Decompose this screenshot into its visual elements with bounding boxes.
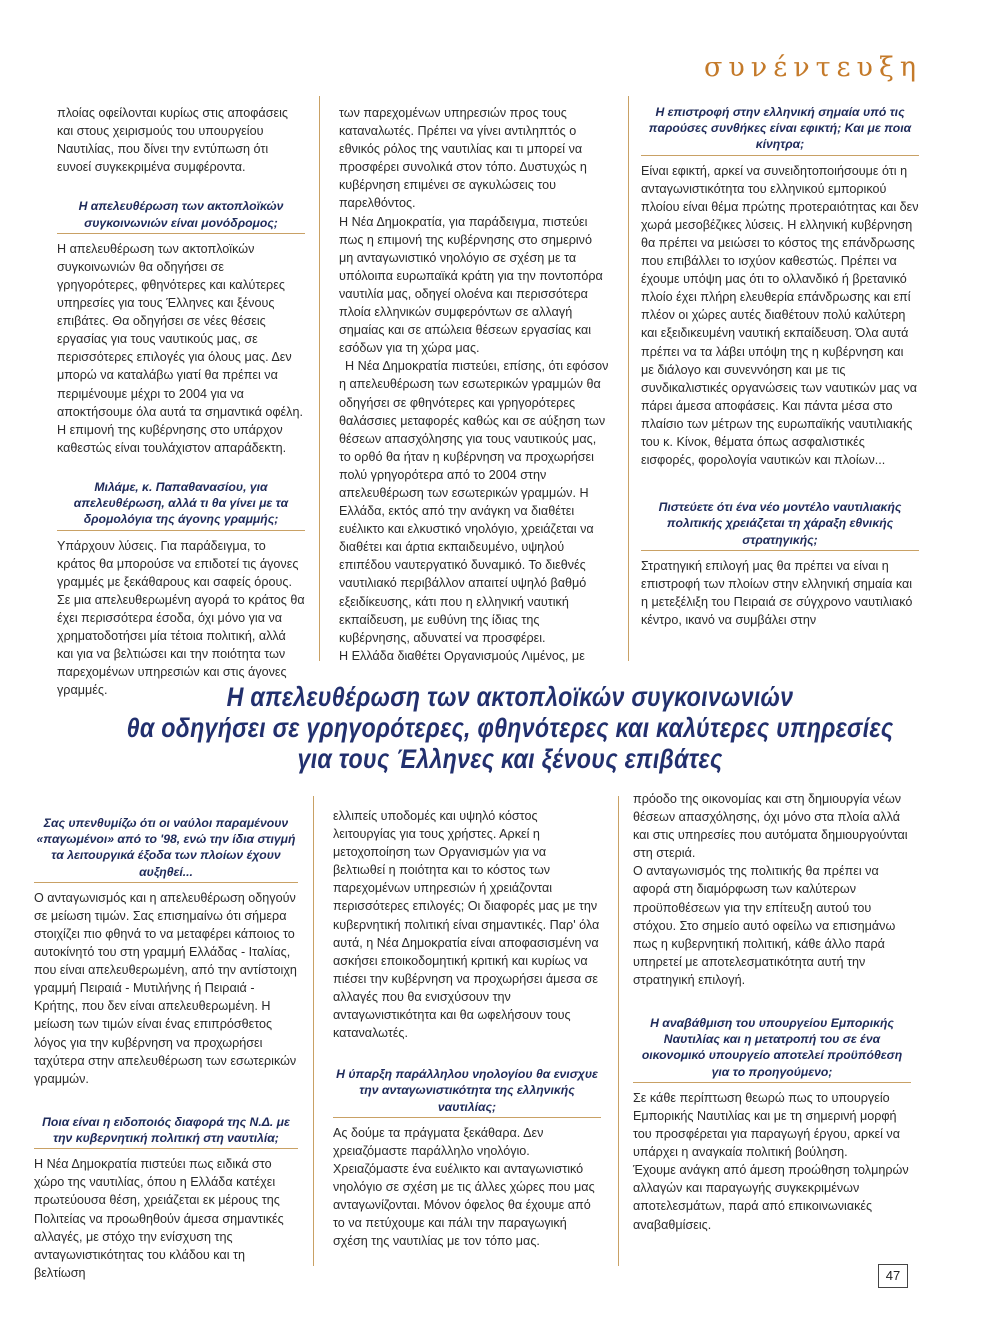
bottom-column-3: [633, 790, 911, 1234]
paragraph: Στρατηγική επιλογή μας θα πρέπει να είναι η επιστροφή των πλοίων στην ελληνική σημαία και η μετεξέλιξη του Πειραιά σε σύγχρονο ναυτιλιακό κέντρο, ικανό να συμβάλει στην: [641, 558, 913, 628]
headline-line: θα οδηγήσει σε γρηγορότερες, φθηνότερες και καλύτερες υπηρεσίες: [126, 713, 894, 743]
question: Ποια είναι η ειδοποιός διαφορά της Ν.Δ. με την κυβερνητική πολιτική στη ναυτιλία;: [42, 1114, 290, 1146]
question: Η επιστροφή στην ελληνική σημαία υπό τις παρούσες συνθήκες είναι εφικτή; Και με ποια κίνητρα;: [648, 105, 912, 152]
divider: [34, 1148, 298, 1149]
paragraph: ελλιπείς υποδομές και υψηλό κόστος λειτουργίας για τους χρήστες. Αρκεί η μετοχοποίηση των Οργανισμών για να βελτιωθεί η ποιότητα και το κόστος των παρεχομένων υπηρεσιών ή χρειάζονται περισσότερες επιλογές; Οι διαφορές μας με την κυβερνητική πολιτική είναι σημαντικές. Παρ' όλα αυτά, η Νέα Δημοκρατία είναι αποφασισμένη να ασκήσει εποικοδομητική κριτική και κυρίως να πιέσει την κυβέρνηση να προχωρήσει άμεσα σε αλλαγές που θα ενισχύσουν την ανταγωνιστικότητα και θα ωφελήσουν τους καταναλωτές.: [333, 809, 600, 1041]
paragraph: πλοίας οφείλονται κυρίως στις αποφάσεις και στους χειρισμούς του υπουργείου Ναυτιλίας, που δίνει την εντύπωση ότι ευνοεί συγκεκριμένα συμφέροντα.: [57, 106, 288, 175]
paragraph: Η απελευθέρωση των ακτοπλοϊκών συγκοινωνιών θα οδηγήσει σε γρηγορότερες, φθηνότερες και καλύτερες υπηρεσίες για τους Έλληνες και ξένους επιβάτες. Θα οδηγήσει σε νέες θέσεις εργασίας για τους ναυτικούς μας, σε περισσότερες επιλογές για όλους μας. Δεν μπορώ να καταλάβω γιατί θα πρέπει να περιμένουμε μέχρι το 2004 για να αποκτήσουμε όλα αυτά τα σημαντικά οφέλη. Η επιμονή της κυβέρνησης στο υπάρχον καθεστώς είναι τουλάχιστον απαράδεκτη.: [57, 241, 303, 455]
headline-line: Η απελευθέρωση των ακτοπλοϊκών συγκοινωνιών: [226, 682, 794, 712]
top-column-2: [339, 104, 609, 665]
paragraph: Ας δούμε τα πράγματα ξεκάθαρα. Δεν χρειαζόμαστε παράλληλο νηολόγιο. Χρειαζόμαστε ένα ευέλικτο και ανταγωνιστικό νηολόγιο σε σχέση με τις άλλες χώρες που μας ανταγωνίζονται. Μόνον όφελος θα έχουμε από το να πετύχουμε και πάλι την παραγωγική σχέση της ναυτιλίας με τον τόπο μας.: [333, 1125, 595, 1249]
bottom-column-1: [34, 815, 298, 1282]
pull-quote-headline: [40, 682, 980, 775]
column-divider: [628, 96, 629, 661]
question: Σας υπενθυμίζω ότι οι ναύλοι παραμένουν «παγωμένοι» από το '98, ενώ την ίδια στιγμή τα λειτουργικά έξοδα των πλοίων έχουν αυξηθεί...: [36, 816, 296, 879]
paragraph: Η Νέα Δημοκρατία, για παράδειγμα, πιστεύει πως η επιμονή της κυβέρνησης στο σημερινό μη ανταγωνιστικό νηολόγιο σε σχέση με τα υπόλοιπα ευρωπαϊκά κράτη για την ποντοπόρα ναυτιλία μας, οδηγεί ολοένα και περισσότερα πλοία ελληνικών συμφερόντων σε αλλαγή σημαίας και σε απώλεια θέσεων εργασίας και εσόδων για τη χώρα μας.: [339, 214, 603, 356]
paragraph: Η Νέα Δημοκρατία πιστεύει, επίσης, ότι εφόσον η απελευθέρωση των εσωτερικών γραμμών θα οδηγήσει σε φθηνότερες και γρηγορότερες θαλάσσιες μεταφορές καθώς και σε αύξηση των θέσεων απασχόλησης για τους ναυτικούς μας, το ορθό θα ήταν η κυβέρνηση να προχωρήσει πολύ γρηγορότερα από το 2004 στην απελευθέρωση των εσωτερικών γραμμών. Η Ελλάδα, εκτός από την ανάγκη να διαθέτει ευέλικτο και ελκυστικό νηολόγιο, χρειάζεται να διαθέτει και άρτια εκπαιδευμένο, υψηλού επιπέδου ναυτεργατικό δυναμικό. Το διεθνές ναυτιλιακό περιβάλλον απαιτεί υψηλό βαθμό εξειδίκευσης, κάτι που η ελληνική ναυτική εκπαίδευση, με ευθύνη της ίδιας της κυβέρνησης, αδυνατεί να προσφέρει.: [339, 359, 609, 645]
divider: [57, 530, 305, 531]
divider: [641, 155, 919, 156]
question: Πιστεύετε ότι ένα νέο μοντέλο ναυτιλιακής πολιτικής χρειάζεται τη χάραξη εθνικής στρατηγικής;: [658, 500, 902, 547]
column-divider: [319, 96, 320, 661]
divider: [34, 882, 298, 883]
paragraph: Ο ανταγωνισμός και η απελευθέρωση οδηγούν σε μείωση τιμών. Σας επισημαίνω ότι σήμερα στοιχίζει πιο φθηνά το να μεταφέρει κάποιος το αυτοκίνητό του στη γραμμή Ελλάδας - Ιταλίας, που είναι απελευθερωμένη, από την αντίστοιχη γραμμή Πειραιά - Μυτιλήνης ή Πειραιά - Κρήτης, που δεν είναι απελευθερωμένη. Η μείωση των τιμών είναι ένας επιπρόσθετος λόγος για την κυβέρνηση να προχωρήσει ταχύτερα στην απελευθέρωση των εσωτερικών γραμμών.: [34, 890, 297, 1086]
paragraph: των παρεχομένων υπηρεσιών προς τους καταναλωτές. Πρέπει να γίνει αντιληπτός ο εθνικός ρόλος της ναυτιλίας και τι μπορεί να προσφέρει συνολικά στον τόπο. Δυστυχώς η κυβέρνηση επιμένει σε αγκυλώσεις του παρελθόντος.: [339, 106, 587, 211]
paragraph: Έχουμε ανάγκη από άμεση προώθηση τολμηρών αλλαγών και παραγωγής συγκεκριμένων αποτελεσμάτων, παρά από επικοινωνιακές αναβαθμίσεις.: [633, 1163, 909, 1232]
question: Η ύπαρξη παράλληλου νηολογίου θα ενισχυε την ανταγωνιστικότητα της ελληνικής ναυτιλίας;: [336, 1067, 598, 1114]
column-divider: [618, 796, 619, 1266]
paragraph: Η Νέα Δημοκρατία πιστεύει πως ειδικά στο χώρο της ναυτιλίας, όπου η Ελλάδα κατέχει πρωτεύουσα θέση, χρειάζεται εκ μέρους της Πολιτείας να προωθηθούν άμεσα σημαντικές αλλαγές, με στόχο την ενίσχυση της ανταγωνιστικότητας του κλάδου και τη βελτίωση: [34, 1157, 284, 1280]
page-number: 47: [878, 1264, 908, 1288]
paragraph: Είναι εφικτή, αρκεί να συνειδητοποιήσουμε ότι η ανταγωνιστικότητα του ελληνικού εμπορικού πλοίου είναι θέμα πρώτης προτεραιότητας και δεν χωρά μεσοβέζικες λύσεις. Η ελληνική κυβέρνηση θα πρέπει να μειώσει το κόστος της επάνδρωσης που επιβάλλει το ισχύον καθεστώς. Πρέπει να έχουμε υπόψη μας ότι το ολλανδικό ή βρετανικό πλοίο έχει πλήρη ελευθερία επάνδρωσης και επί πλέον οι χώρες αυτές διαθέτουν πολύ καλύτερη και εξειδικευμένη ναυτική εκπαίδευση. Όλα αυτά πρέπει να τα λάβει υπόψη της η κυβέρνηση και με διάλογο και συνεννόηση και με τις συνδικαλιστικές οργανώσεις των ναυτικών μας να πάρει άμεσα αποφάσεις. Και πάντα μέσα στο πλαίσιο των μέτρων της ευρωπαϊκής ναυτιλιακής του κ. Κίνοκ, θέματα όπως ασφαλιστικές εισφορές, φορολογία ναυτικών και πλοίων...: [641, 163, 919, 468]
question: Η απελευθέρωση των ακτοπλοϊκών συγκοινωνιών είναι μονόδρομος;: [78, 199, 284, 230]
divider: [633, 1082, 911, 1083]
paragraph: Σε κάθε περίπτωση θεωρώ πως το υπουργείο Εμπορικής Ναυτιλίας και με τη σημερινή μορφή του προσφέρεται για παραγωγή έργου, αρκεί να υπάρχει η αναγκαία πολιτική βούληση.: [633, 1090, 900, 1160]
headline-line: για τους Έλληνες και ξένους επιβάτες: [297, 744, 723, 774]
bottom-column-2: [333, 807, 601, 1250]
paragraph: Ο ανταγωνισμός της πολιτικής θα πρέπει να αφορά στη διαμόρφωση των καλύτερων προϋποθέσεων για την επίτευξη αυτού του στόχου. Στο σημείο αυτό οφείλω να επισημάνω πως η κυβερνητική πολιτική, κάθε άλλο παρά υπηρετεί με αποτελεσματικότητα αυτή την στρατηγική επιλογή.: [633, 864, 896, 987]
divider: [641, 550, 919, 551]
paragraph: Η Ελλάδα διαθέτει Οργανισμούς Λιμένος, με: [339, 648, 585, 663]
top-column-3: [641, 104, 919, 629]
column-divider: [313, 796, 314, 1266]
top-column-1: [57, 104, 305, 699]
divider: [333, 1117, 601, 1118]
paragraph: πρόοδο της οικονομίας και στη δημιουργία νέων θέσεων απασχόλησης, όχι μόνο στα πλοία αλλά και στις υπηρεσίες που αυτόματα δημιουργούνται στη στεριά.: [633, 792, 908, 861]
section-label: συνέντευξη: [703, 52, 922, 83]
paragraph: Υπάρχουν λύσεις. Για παράδειγμα, το κράτος θα μπορούσε να επιδοτεί τις άγονες γραμμές με ξεκάθαρους και σαφείς όρους. Σε μια απελευθερωμένη αγορά το κράτος θα έχει περισσότερα έσοδα, όχι μόνο για να χρηματοδοτήσει μία τέτοια πολιτική, αλλά και για να βελτιώσει και την ποιότητα των παρεχομένων υπηρεσιών και στις άγονες γραμμές.: [57, 538, 305, 698]
question: Μιλάμε, κ. Παπαθανασίου, για απελευθέρωση, αλλά τι θα γίνει με τα δρομολόγια της άγονης γραμμής;: [73, 479, 289, 527]
question: Η αναβάθμιση του υπουργείου Εμπορικής Ναυτιλίας και η μετατροπή του σε ένα οικονομικό υπουργείο αποτελεί προϋπόθεση για το προηγούμενο;: [641, 1016, 903, 1079]
divider: [57, 233, 305, 234]
